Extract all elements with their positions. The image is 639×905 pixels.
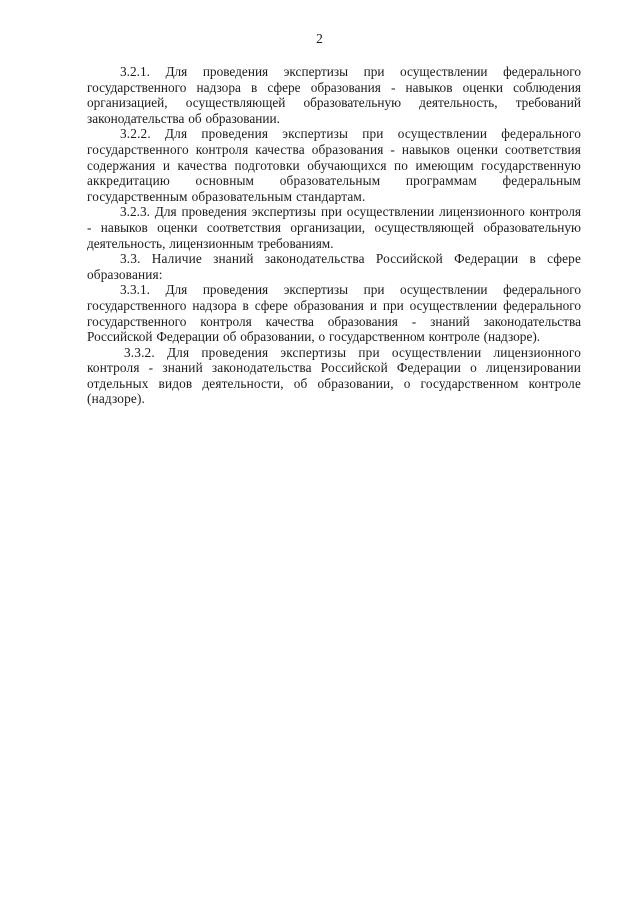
paragraph-3-2-1: 3.2.1. Для проведения экспертизы при осуществлении федерального государственного надзора в сфере образования - навыков оценки соблюдения организацией, осуществляющей образовательную деятельность, требований законодательства об образовании. xyxy=(87,64,581,126)
paragraph-3-3-2: 3.3.2. Для проведения экспертизы при осуществлении лицензионного контроля - знаний законодательства Российской Федерации о лицензировании отдельных видов деятельности, об образовании, о государственном контроле (надзоре). xyxy=(87,344,581,407)
paragraph-3-3-1: 3.3.1. Для проведения экспертизы при осуществлении федерального государственного надзора в сфере образования и при осуществлении федерального государственного контроля качества образования - знаний законодательства Российской Федерации об образовании, о государственном контроле (надзоре). xyxy=(87,282,581,345)
paragraph-3-2-3: 3.2.3. Для проведения экспертизы при осуществлении лицензионного контроля - навыков оценки соответствия организации, осуществляющей образовательную деятельность, лицензионным требованиям. xyxy=(87,204,581,251)
paragraph-3-3: 3.3. Наличие знаний законодательства Российской Федерации в сфере образования: xyxy=(87,251,581,282)
document-body xyxy=(87,64,581,407)
paragraph-3-2-2: 3.2.2. Для проведения экспертизы при осуществлении федерального государственного контроля качества образования - навыков оценки соответствия содержания и качества подготовки обучающихся по имеющим государственную аккредитацию основным образовательным программам федеральным государственным образовательным стандартам. xyxy=(87,126,581,204)
page-number: 2 xyxy=(316,31,323,46)
